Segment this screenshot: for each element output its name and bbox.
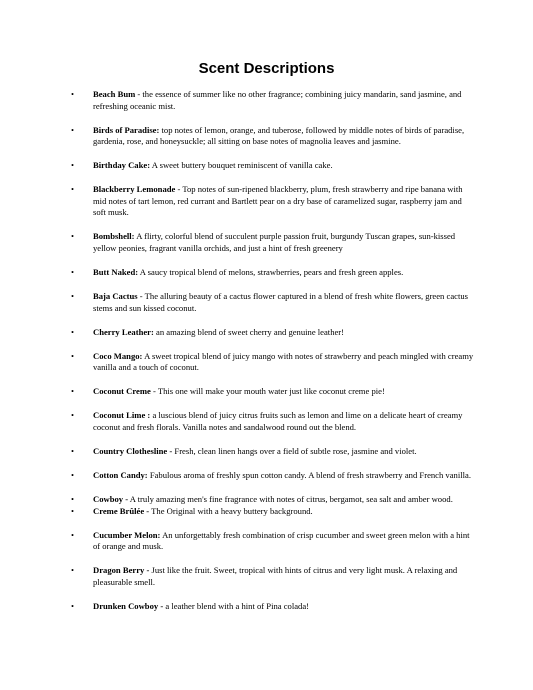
scent-description: an amazing blend of sweet cherry and genuine leather! (153, 326, 345, 337)
bullet-icon: • (71, 410, 75, 421)
scent-entry (71, 351, 476, 374)
bullet-icon: • (71, 266, 75, 277)
bullet-icon: • (71, 350, 75, 361)
scent-name: Blackberry Lemonade (93, 184, 176, 195)
bullet-icon: • (71, 386, 75, 397)
scent-entry (71, 506, 476, 518)
scent-name: Bombshell: (93, 231, 135, 242)
scent-entry (71, 267, 476, 279)
bullet-icon: • (71, 565, 75, 576)
scent-entry (71, 125, 476, 148)
scent-name: Birthday Cake: (93, 160, 151, 171)
bullet-icon: • (71, 231, 75, 242)
scent-list (71, 89, 476, 625)
bullet-icon: • (71, 601, 75, 611)
scent-name: Coco Mango: (93, 350, 143, 361)
scent-entry (71, 160, 476, 172)
bullet-icon: • (71, 124, 75, 135)
scent-name: Cotton Candy: (93, 470, 148, 481)
scent-entry (71, 231, 476, 254)
scent-description: - The alluring beauty of a cactus flower captured in a blend of fresh white flowers, green cactus stems and sun kissed coconut. (93, 291, 468, 313)
scent-entry (71, 494, 476, 506)
scent-name: Beach Bum (93, 89, 136, 99)
scent-name: Coconut Lime : (93, 410, 151, 421)
scent-description: Just like the fruit. Sweet, tropical with hints of citrus and very light musk. A relaxing and pleasurable smell. (93, 565, 458, 587)
scent-name: Dragon Berry - (93, 565, 150, 576)
scent-description: The Original with a heavy buttery background. (149, 505, 313, 516)
scent-description: A truly amazing men's fine fragrance with notes of citrus, bergamot, sea salt and amber wood. (128, 494, 453, 505)
scent-description: - This one will make your mouth water just like coconut creme pie! (150, 386, 385, 397)
scent-name: Coconut Creme (93, 386, 151, 397)
scent-description: A saucy tropical blend of melons, strawberries, pears and fresh green apples. (138, 266, 404, 277)
page-title: Scent Descriptions (198, 60, 335, 77)
bullet-icon: • (71, 89, 75, 99)
bullet-icon: • (71, 160, 75, 171)
bullet-icon: • (71, 184, 75, 195)
scent-name: Creme Brûlée - (93, 505, 150, 516)
bullet-icon: • (71, 529, 75, 540)
scent-name: Cherry Leather: (93, 326, 154, 337)
bullet-icon: • (71, 470, 75, 481)
scent-name: Drunken Cowboy - (93, 601, 164, 611)
scent-entry (71, 530, 476, 553)
scent-description: A flirty, colorful blend of succulent purple passion fruit, burgundy Tuscan grapes, sun-kissed yellow peonies, fragrant vanilla orchids, and just a hint of fresh greenery (93, 231, 456, 253)
scent-entry (71, 470, 476, 482)
scent-name: Butt Naked: (93, 266, 139, 277)
scent-description: Fabulous aroma of freshly spun cotton candy. A blend of fresh strawberry and French vanilla. (147, 470, 471, 481)
scent-description: top notes of lemon, orange, and tuberose, followed by middle notes of birds of paradise, gardenia, rose, and honeysuckle; all sitting on base notes of magnolia leaves and jasmine. (93, 124, 465, 147)
scent-description: a luscious blend of juicy citrus fruits such as lemon and lime on a delicate heart of creamy coconut and fresh florals. Vanilla notes and sandalwood round out the blend. (93, 410, 463, 432)
scent-description: - Top notes of sun-ripened blackberry, plum, fresh strawberry and ripe banana with mid notes of tart lemon, red currant and Bartlett pear on a dry base of caramelized sugar, raspberry jam and soft musk. (93, 184, 463, 218)
scent-entry (71, 446, 476, 458)
bullet-icon: • (71, 446, 75, 457)
bullet-icon: • (71, 291, 75, 302)
scent-description: a leather blend with a hint of Pina colada! (163, 601, 310, 611)
scent-description: An unforgettably fresh combination of crisp cucumber and sweet green melon with a hint of orange and musk. (93, 529, 470, 552)
scent-entry (71, 291, 476, 314)
scent-entry (71, 386, 476, 398)
scent-name: Baja Cactus (93, 291, 138, 302)
scent-description: A sweet buttery bouquet reminiscent of vanilla cake. (150, 160, 333, 171)
scent-name: Cowboy - (93, 494, 129, 505)
scent-entry (71, 601, 476, 613)
scent-description: - the essence of summer like no other fragrance; combining juicy mandarin, sand jasmine, and refreshing oceanic mist. (93, 89, 462, 111)
scent-entry (71, 89, 476, 112)
scent-entry (71, 565, 476, 588)
scent-name: Country Clothesline - (93, 446, 173, 457)
scent-entry (71, 327, 476, 339)
bullet-icon: • (71, 494, 75, 505)
scent-name: Cucumber Melon: (93, 529, 161, 540)
scent-entry (71, 410, 476, 433)
scent-description: A sweet tropical blend of juicy mango with notes of strawberry and peach mingled with creamy vanilla and a touch of coconut. (93, 350, 474, 373)
scent-entry (71, 184, 476, 219)
scent-name: Birds of Paradise: (93, 124, 160, 135)
bullet-icon: • (71, 505, 75, 516)
scent-description: Fresh, clean linen hangs over a field of subtle rose, jasmine and violet. (172, 446, 417, 457)
bullet-icon: • (71, 326, 75, 337)
